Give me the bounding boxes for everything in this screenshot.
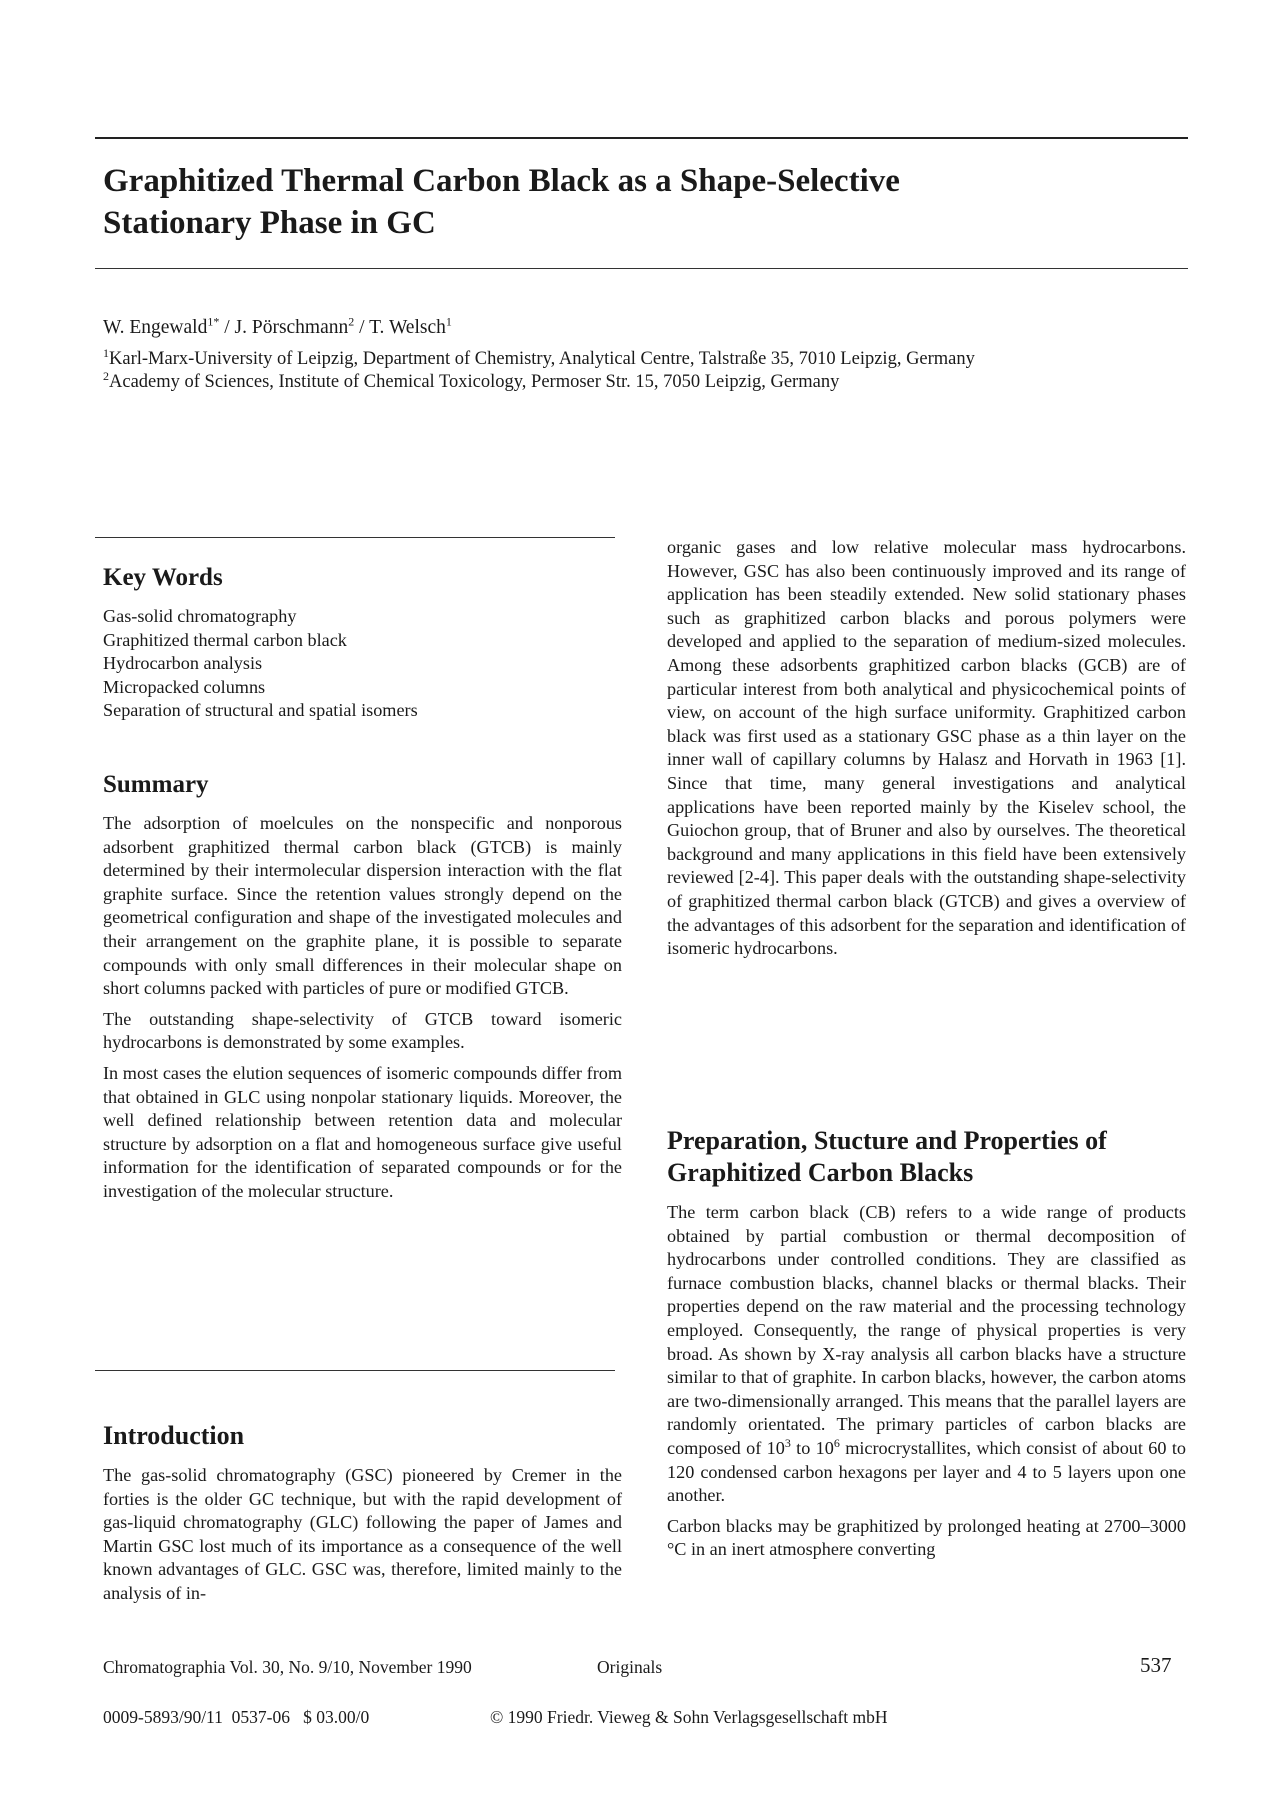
section-label: Originals (597, 1657, 663, 1677)
preparation-paragraph: Carbon blacks may be graphitized by prolonged heating at 2700–3000 °C in an inert atmosphere converting (667, 1515, 1186, 1560)
affiliation-list (103, 345, 1183, 394)
introduction-heading: Introduction (103, 1421, 245, 1450)
keyword-item: Graphitized thermal carbon black (103, 629, 347, 650)
title-line: Stationary Phase in GC (103, 205, 436, 241)
summary-paragraph: The outstanding shape-selectivity of GTCB toward isomeric hydrocarbons is demonstrated by some examples. (103, 1008, 622, 1053)
author-list (103, 316, 1183, 340)
exponent: 3 (784, 1435, 791, 1450)
author-separator: / (219, 317, 235, 338)
paragraph-text: The term carbon black (CB) refers to a wide range of products obtained by partial combustion or thermal decomposition of hydrocarbons under controlled conditions. They are classified as furnace combustion blacks, channel blacks or thermal blacks. Their properties depend on the raw material and the processing technology employed. Consequently, the range of physical properties is very broad. As shown by X-ray analysis all carbon blacks have a structure similar to that of graphite. In carbon blacks, however, the carbon atoms are two-dimensionally arranged. This means that the parallel layers are randomly orientated. The primary particles of carbon blacks are composed of 10 (667, 1202, 1186, 1458)
affiliation (103, 345, 1183, 371)
summary-paragraph: The adsorption of moelcules on the nonspecific and nonporous adsorbent graphitized thermal carbon black (GTCB) is mainly determined by their intermolecular dispersion interaction with the flat graphite surface. Since the retention values strongly depend on the geometrical configuration and shape of the investigated molecules and their arrangement on the graphite plane, it is possible to separate compounds with only small differences in their molecular shape on short columns packed with particles of pure or modified GTCB. (103, 813, 622, 999)
introduction-continued (667, 536, 1186, 968)
preparation-section (667, 1125, 1186, 1569)
paragraph-text: to 10 (790, 1437, 834, 1458)
preparation-heading (667, 1125, 1186, 1189)
article-code: 0009-5893/90/11 0537-06 $ 03.00/0 (103, 1707, 370, 1727)
top-rule (95, 137, 1188, 139)
title-underline-rule (95, 268, 1188, 269)
page-number: 537 (1140, 1653, 1172, 1677)
author-name: J. Pörschmann (234, 317, 349, 338)
heading-line: Preparation, Stucture and Properties of (667, 1126, 1107, 1155)
introduction-section (103, 1420, 622, 1613)
author-affiliation-marker: 2 (348, 314, 355, 329)
author-affiliation-marker: 1* (207, 314, 220, 329)
summary-paragraph: In most cases the elution sequences of isomeric compounds differ from that obtained in GLC using nonpolar stationary liquids. Moreover, the well defined relationship between retention data and molecular structure by adsorption on a flat and homogeneous surface give useful information for the identification of separated compounds or for the investigation of the molecular structure. (103, 1062, 622, 1201)
introduction-paragraph: The gas-solid chromatography (GSC) pioneered by Cremer in the forties is the older GC technique, but with the rapid development of gas-liquid chromatography (GLC) following the paper of James and Martin GSC lost much of its importance as a consequence of the well known advantages of GLC. GSC was, therefore, limited mainly to the analysis of in- (103, 1465, 622, 1603)
keyword-item: Hydrocarbon analysis (103, 653, 263, 674)
title-line: Graphitized Thermal Carbon Black as a Shape-Selective (103, 163, 900, 199)
author-name: W. Engewald (103, 317, 208, 338)
article-title (103, 160, 1183, 244)
keywords-section (103, 563, 622, 723)
heading-line: Graphitized Carbon Blacks (667, 1158, 974, 1187)
summary-bottom-rule (95, 1370, 615, 1371)
copyright-notice: © 1990 Friedr. Vieweg & Sohn Verlagsgesellschaft mbH (490, 1707, 888, 1727)
summary-heading: Summary (103, 771, 209, 798)
keyword-item: Separation of structural and spatial isomers (103, 700, 418, 721)
author-separator: / (354, 317, 370, 338)
affiliation-text: Academy of Sciences, Institute of Chemical Toxicology, Permoser Str. 15, 7050 Leipzig, Germany (109, 372, 840, 392)
affiliation-text: Karl-Marx-University of Leipzig, Department of Chemistry, Analytical Centre, Talstraße 35, 7010 Leipzig, Germany (109, 349, 975, 369)
affiliation (103, 368, 1183, 394)
author-affiliation-marker: 1 (445, 314, 452, 329)
keywords-heading: Key Words (103, 564, 223, 591)
affiliation-marker: 2 (103, 368, 109, 383)
exponent: 6 (833, 1435, 840, 1450)
introduction-paragraph-continued: organic gases and low relative molecular mass hydrocarbons. However, GSC has also been continuously improved and its range of application has been steadily extended. New solid stationary phases such as graphitized carbon blacks and porous polymers were developed and applied to the separation of medium-sized molecules. Among these adsorbents graphitized carbon blacks (GCB) are of particular interest from both analytical and physicochemical points of view, on account of the high surface uniformity. Graphitized carbon black was first used as a stationary GSC phase as a thin layer on the inner wall of capillary columns by Halasz and Horvath in 1963 [1]. Since that time, many general investigations and analytical applications have been reported mainly by the Kiselev school, the Guiochon group, that of Bruner and also by ourselves. The theoretical background and many applications in this field have been extensively reviewed [2-4]. This paper deals with the outstanding shape-selectivity of graphitized thermal carbon black (GTCB) and gives a overview of the advantages of this adsorbent for the separation and identification of isomeric hydrocarbons. (667, 537, 1186, 959)
keyword-item: Gas-solid chromatography (103, 606, 297, 626)
summary-section (103, 770, 622, 1211)
paragraph-text: microcrystallites, which consist of about 60 to 120 condensed carbon hexagons per layer and 4 to 5 layers upon one another. (667, 1437, 1186, 1506)
author-name: T. Welsch (369, 317, 446, 338)
preparation-paragraph (667, 1201, 1186, 1508)
keyword-item: Micropacked columns (103, 676, 266, 697)
affiliation-marker: 1 (103, 345, 109, 360)
keywords-top-rule (95, 537, 615, 538)
journal-citation: Chromatographia Vol. 30, No. 9/10, November 1990 (103, 1657, 472, 1677)
